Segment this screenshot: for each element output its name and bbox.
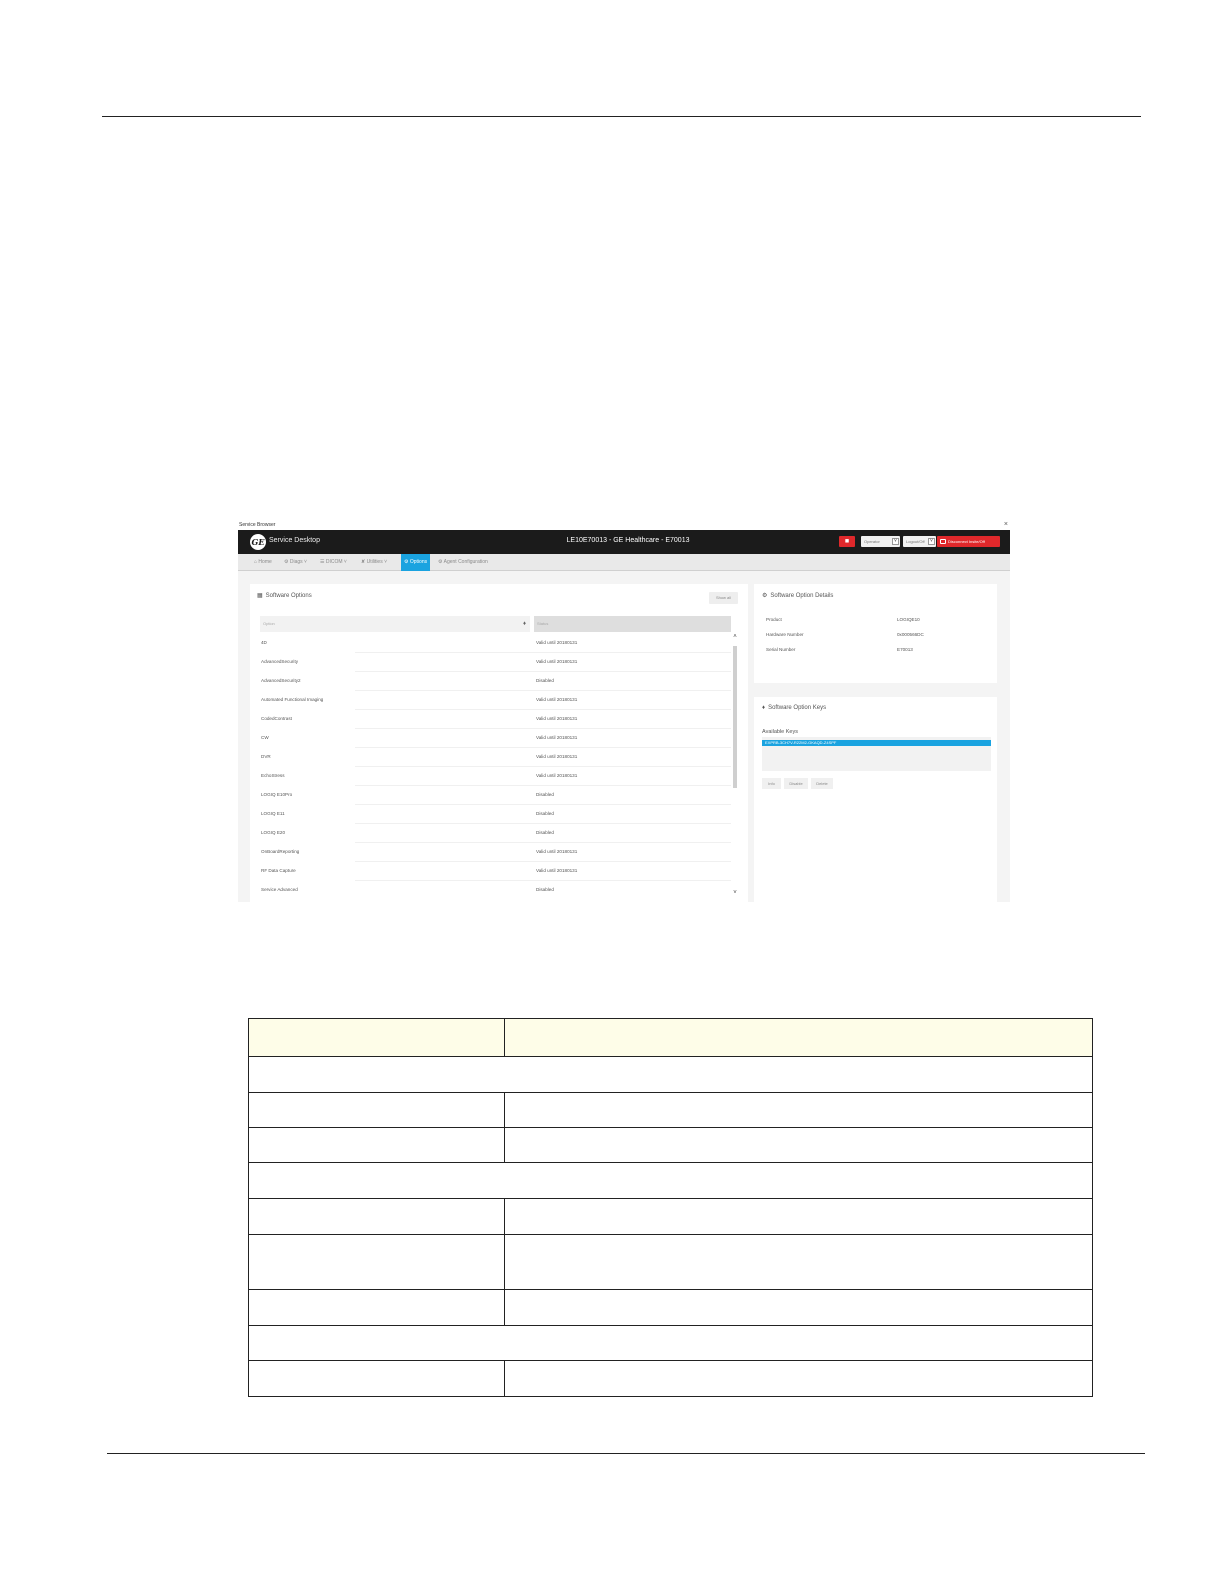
detail-value: E70013 [897,647,913,652]
title-text: Software Options [265,593,312,599]
option-name: AdvancedSecurity2 [261,678,301,683]
option-name: LOGIQ E11 [261,811,285,816]
info-button[interactable]: Info [762,778,781,789]
available-keys-label: Available Keys [762,729,798,735]
chevron-down-icon: ˅ [928,538,935,545]
table-row[interactable] [260,862,731,881]
option-name: RF Data Capture [261,868,296,873]
option-keys-card [754,697,997,902]
table-row[interactable] [260,805,731,824]
main-content [238,571,1010,902]
column-label: Option [263,621,275,626]
chevron-up-icon[interactable]: ˄ [733,634,737,640]
table-row [249,1235,1093,1290]
table-row[interactable] [260,672,731,691]
list-item[interactable]: EXPRB-3CH7V-R22M2-GKAQD-Z4SPF [762,740,991,746]
column-label: Status [537,621,549,626]
option-name: LOGIQ E20 [261,830,286,835]
nav-label: Diags [289,559,303,565]
system-title: LE10E70013 - GE Healthcare - E70013 [566,537,690,544]
options-scrollbar[interactable] [732,634,738,896]
option-status: Disabled [536,830,554,835]
table-cell [249,1057,1093,1093]
option-status: Valid until 20180131 [536,716,578,721]
table-row[interactable] [260,843,731,862]
window-titlebar [238,520,1010,530]
option-name: CodedContrast [261,716,292,721]
gear-icon: ⚙ [762,593,768,599]
option-status: Valid until 20180131 [536,754,578,759]
column-header-option[interactable] [260,616,530,632]
table-cell [249,1128,505,1163]
option-status: Valid until 20180131 [536,773,578,778]
header-rule [102,116,1141,117]
table-row [249,1361,1093,1397]
table-row [249,1290,1093,1326]
detail-value: 0x000566DC [897,632,924,637]
table-row [249,1199,1093,1235]
list-icon: ▦ [257,593,263,599]
mode-select-value: Logout/Off [906,539,925,544]
user-select-value: Operator [864,539,880,544]
table-cell [505,1019,1093,1057]
detail-label: Product [766,617,782,622]
disconnect-button[interactable] [937,536,1000,547]
table-row[interactable] [260,824,731,843]
show-all-button[interactable]: Show all [709,592,738,604]
delete-button[interactable]: Delete [811,778,833,789]
nav-item-options[interactable]: ⚙ Options [401,554,430,571]
table-header-row [249,1019,1093,1057]
table-row[interactable] [260,729,731,748]
table-row[interactable] [260,786,731,805]
table-row [249,1057,1093,1093]
table-row[interactable] [260,748,731,767]
table-row [249,1163,1093,1199]
option-name: OnBoardReporting [261,849,300,854]
table-row [249,1326,1093,1361]
option-status: Disabled [536,811,554,816]
table-cell [249,1235,505,1290]
detail-label: Serial Number [766,647,796,652]
option-status: Disabled [536,792,554,797]
table-cell [249,1326,1093,1361]
option-status: Valid until 20180131 [536,868,578,873]
option-name: 4D [261,640,267,645]
chevron-down-icon[interactable]: ˅ [733,890,737,896]
app-header [238,530,1010,554]
screenshot-service-browser [238,520,1010,902]
nav-item-dicom[interactable]: ☰ DICOM ˅ [320,559,347,565]
available-keys-list[interactable] [762,737,991,771]
nav-label: DICOM [325,559,343,565]
option-name: LOGIQ E10Pro [261,792,293,797]
table-cell [249,1093,505,1128]
disable-button[interactable]: Disable [784,778,808,789]
option-name: EchoStress [261,773,285,778]
nav-label: Home [258,559,272,565]
plug-icon [940,539,946,544]
footer-rule [107,1453,1145,1454]
table-cell [249,1163,1093,1199]
table-row[interactable] [260,767,731,786]
window-title: Service Browser [239,522,276,528]
option-name: AdvancedSecurity [261,659,299,664]
table-cell [505,1235,1093,1290]
option-name: Automated Functional Imaging [261,697,324,702]
nav-label: Agent Configuration [443,559,488,565]
table-cell [505,1093,1093,1128]
option-keys-title [762,705,826,711]
nav-item-diags[interactable]: ⚙ Diags ˅ [284,559,307,565]
bell-icon[interactable]: ■ [839,536,855,547]
table-row [249,1128,1093,1163]
software-options-title [257,592,312,599]
ge-logo: GE [250,534,266,550]
key-icon: ♦ [762,705,766,711]
nav-item-utilities[interactable]: ✘ Utilities ˅ [361,559,388,565]
filter-icon[interactable]: ♦ [522,621,526,627]
chevron-down-icon: ˅ [892,538,899,545]
nav-item-agent-configuration[interactable]: ⚙ Agent Configuration [438,559,488,565]
option-status: Valid until 20180131 [536,659,578,664]
option-name: CW [261,735,269,740]
detail-label: Hardware Number [766,632,804,637]
table-cell [505,1128,1093,1163]
user-select[interactable] [861,536,900,547]
close-icon[interactable]: × [1003,521,1008,528]
column-header-status[interactable] [534,616,731,632]
option-status: Valid until 20180131 [536,640,578,645]
table-row[interactable] [260,634,731,653]
table-cell [249,1199,505,1235]
option-details-title [762,592,833,599]
nav-label: Options [409,559,428,565]
option-status: Valid until 20180131 [536,697,578,702]
table-row[interactable] [260,653,731,672]
table-cell [249,1019,505,1057]
table-row[interactable] [260,710,731,729]
table-cell [505,1199,1093,1235]
option-status: Valid until 20180131 [536,849,578,854]
mode-select[interactable] [903,536,936,547]
option-status: Disabled [536,678,554,683]
title-text: Software Option Keys [768,705,827,711]
table-row[interactable] [260,691,731,710]
table-cell [505,1361,1093,1397]
option-status: Valid until 20180131 [536,735,578,740]
table-cell [249,1290,505,1326]
nav-bar [238,554,1010,571]
table-row[interactable] [260,881,731,900]
scrollbar-thumb[interactable] [733,646,737,788]
nav-label: Utilities [366,559,383,565]
table-row [249,1093,1093,1128]
option-name: DVR [261,754,271,759]
option-name: Service Advanced [261,887,298,892]
table-cell [249,1361,505,1397]
option-status: Disabled [536,887,554,892]
title-text: Software Option Details [770,593,834,599]
nav-item-home[interactable]: ⌂ Home [254,559,272,565]
app-name: Service Desktop [269,537,320,544]
table-cell [505,1290,1093,1326]
document-table [248,1018,1093,1397]
disconnect-label: Disconnect Insite/Off [948,539,985,544]
detail-value: LOGIQE10 [897,617,920,622]
